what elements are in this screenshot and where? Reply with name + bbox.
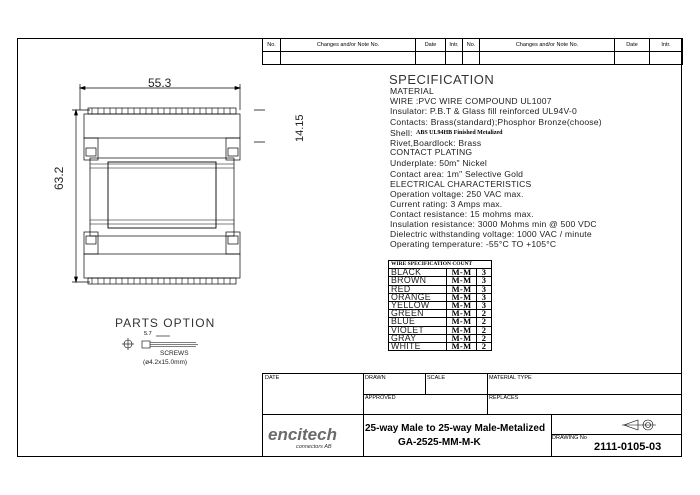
wire-color: YELLOW — [389, 302, 447, 310]
screws-label: SCREWS — [160, 350, 189, 357]
wire-type: M-M — [447, 302, 477, 310]
dim-width: 55.3 — [148, 76, 172, 90]
wire-count: 2 — [477, 318, 492, 326]
approved-label: APPROVED — [365, 395, 396, 401]
date-label: DATE — [265, 375, 280, 381]
connector-drawing — [40, 70, 265, 310]
wire-color: WHITE — [389, 343, 447, 351]
wire-color: ORANGE — [389, 293, 447, 301]
wire-type: M-M — [447, 277, 477, 285]
company-name: encitech — [268, 425, 337, 444]
wire-type: M-M — [447, 326, 477, 334]
wire-color: VIOLET — [389, 326, 447, 334]
spec-line: Underplate: 50m" Nickel — [390, 158, 487, 168]
wire-color: GREEN — [389, 310, 447, 318]
rev-header-intr: Intr. — [446, 39, 463, 52]
rev-header-intr-2: Intr. — [650, 39, 683, 52]
rev-header-date: Date — [416, 39, 446, 52]
wire-count: 3 — [477, 277, 492, 285]
wire-type: M-M — [447, 318, 477, 326]
table-row — [389, 343, 492, 351]
wire-type: M-M — [447, 293, 477, 301]
spec-line: Operating temperature: -55°C TO +105°C — [390, 239, 557, 249]
spec-line: Current rating: 3 Amps max. — [390, 199, 503, 209]
wire-count: 2 — [477, 326, 492, 334]
company-logo — [268, 425, 337, 445]
spec-line: ELECTRICAL CHARACTERISTICS — [390, 179, 532, 189]
wire-count: 2 — [477, 334, 492, 342]
spec-line: Operation voltage: 250 VAC max. — [390, 189, 524, 199]
spec-line: Insulator: P.B.T & Glass fill reinforced UL94V-0 — [390, 106, 577, 116]
scale-label: SCALE — [427, 375, 446, 381]
spec-line: CONTACT PLATING — [390, 147, 473, 157]
spec-line: Insulation resistance: 3000 Mohms min @ 500 VDC — [390, 219, 597, 229]
wire-count: 3 — [477, 302, 492, 310]
rev-header-no: No. — [263, 39, 281, 52]
wire-type: M-M — [447, 285, 477, 293]
drawing-number: 2111-0105-03 — [594, 441, 662, 453]
drawing-title: 25-way Male to 25-way Male-Metalized — [365, 423, 546, 434]
wire-color: GRAY — [389, 334, 447, 342]
revision-table — [262, 38, 682, 64]
spec-line: Rivet,Boardlock: Brass — [390, 138, 482, 148]
wire-color: BROWN — [389, 277, 447, 285]
drawing-no-label: DRAWING No — [552, 435, 587, 441]
material-label: MATERIAL TYPE — [489, 375, 532, 381]
wire-color: RED — [389, 285, 447, 293]
spec-shell-value: ABS UL94HB Finished Metalized — [416, 130, 503, 136]
rev-header-changes-2: Changes and/or Note No. — [480, 39, 615, 52]
wire-count: 2 — [477, 343, 492, 351]
parts-option-title: PARTS OPTION — [115, 316, 216, 330]
spec-line: Contact area: 1m" Selective Gold — [390, 169, 524, 179]
spec-line: Contact resistance: 15 mohms max. — [390, 209, 534, 219]
dim-height: 63.2 — [52, 166, 66, 190]
rev-header-date-2: Date — [615, 39, 650, 52]
wire-color: BLUE — [389, 318, 447, 326]
wire-count: 3 — [477, 293, 492, 301]
spec-shell-label: Shell: — [390, 128, 413, 138]
wire-count: 2 — [477, 310, 492, 318]
company-sub: connectors AB — [296, 444, 332, 450]
wire-count: 3 — [477, 269, 492, 277]
spec-title: SPECIFICATION — [389, 72, 495, 87]
wire-spec-table — [388, 260, 491, 351]
part-number: GA-2525-MM-M-K — [398, 437, 481, 448]
wire-type: M-M — [447, 343, 477, 351]
wire-count: 3 — [477, 285, 492, 293]
spec-line: Contacts: Brass(standard);Phosphor Bronze(choose) — [390, 117, 602, 127]
spec-line: Dielectric withstanding voltage: 1000 VAC / minute — [390, 229, 592, 239]
spec-line: WIRE :PVC WIRE COMPOUND UL1007 — [390, 96, 552, 106]
spec-line: MATERIAL — [390, 86, 434, 96]
dim-small: 5.7 — [144, 331, 152, 337]
wire-spec-title: WIRE SPECIFICATION COUNT — [389, 261, 492, 269]
replaces-label: REPLACES — [489, 395, 519, 401]
wire-type: M-M — [447, 310, 477, 318]
rev-header-changes: Changes and/or Note No. — [281, 39, 416, 52]
wire-color: BLACK — [389, 269, 447, 277]
screws-size: (ø4.2x15.0mm) — [143, 359, 188, 366]
rev-header-no-2: No. — [463, 39, 480, 52]
projection-symbol-icon — [620, 416, 660, 434]
dim-side: 14.15 — [294, 114, 306, 142]
wire-type: M-M — [447, 334, 477, 342]
wire-type: M-M — [447, 269, 477, 277]
drawn-label: DRAWN — [365, 375, 386, 381]
